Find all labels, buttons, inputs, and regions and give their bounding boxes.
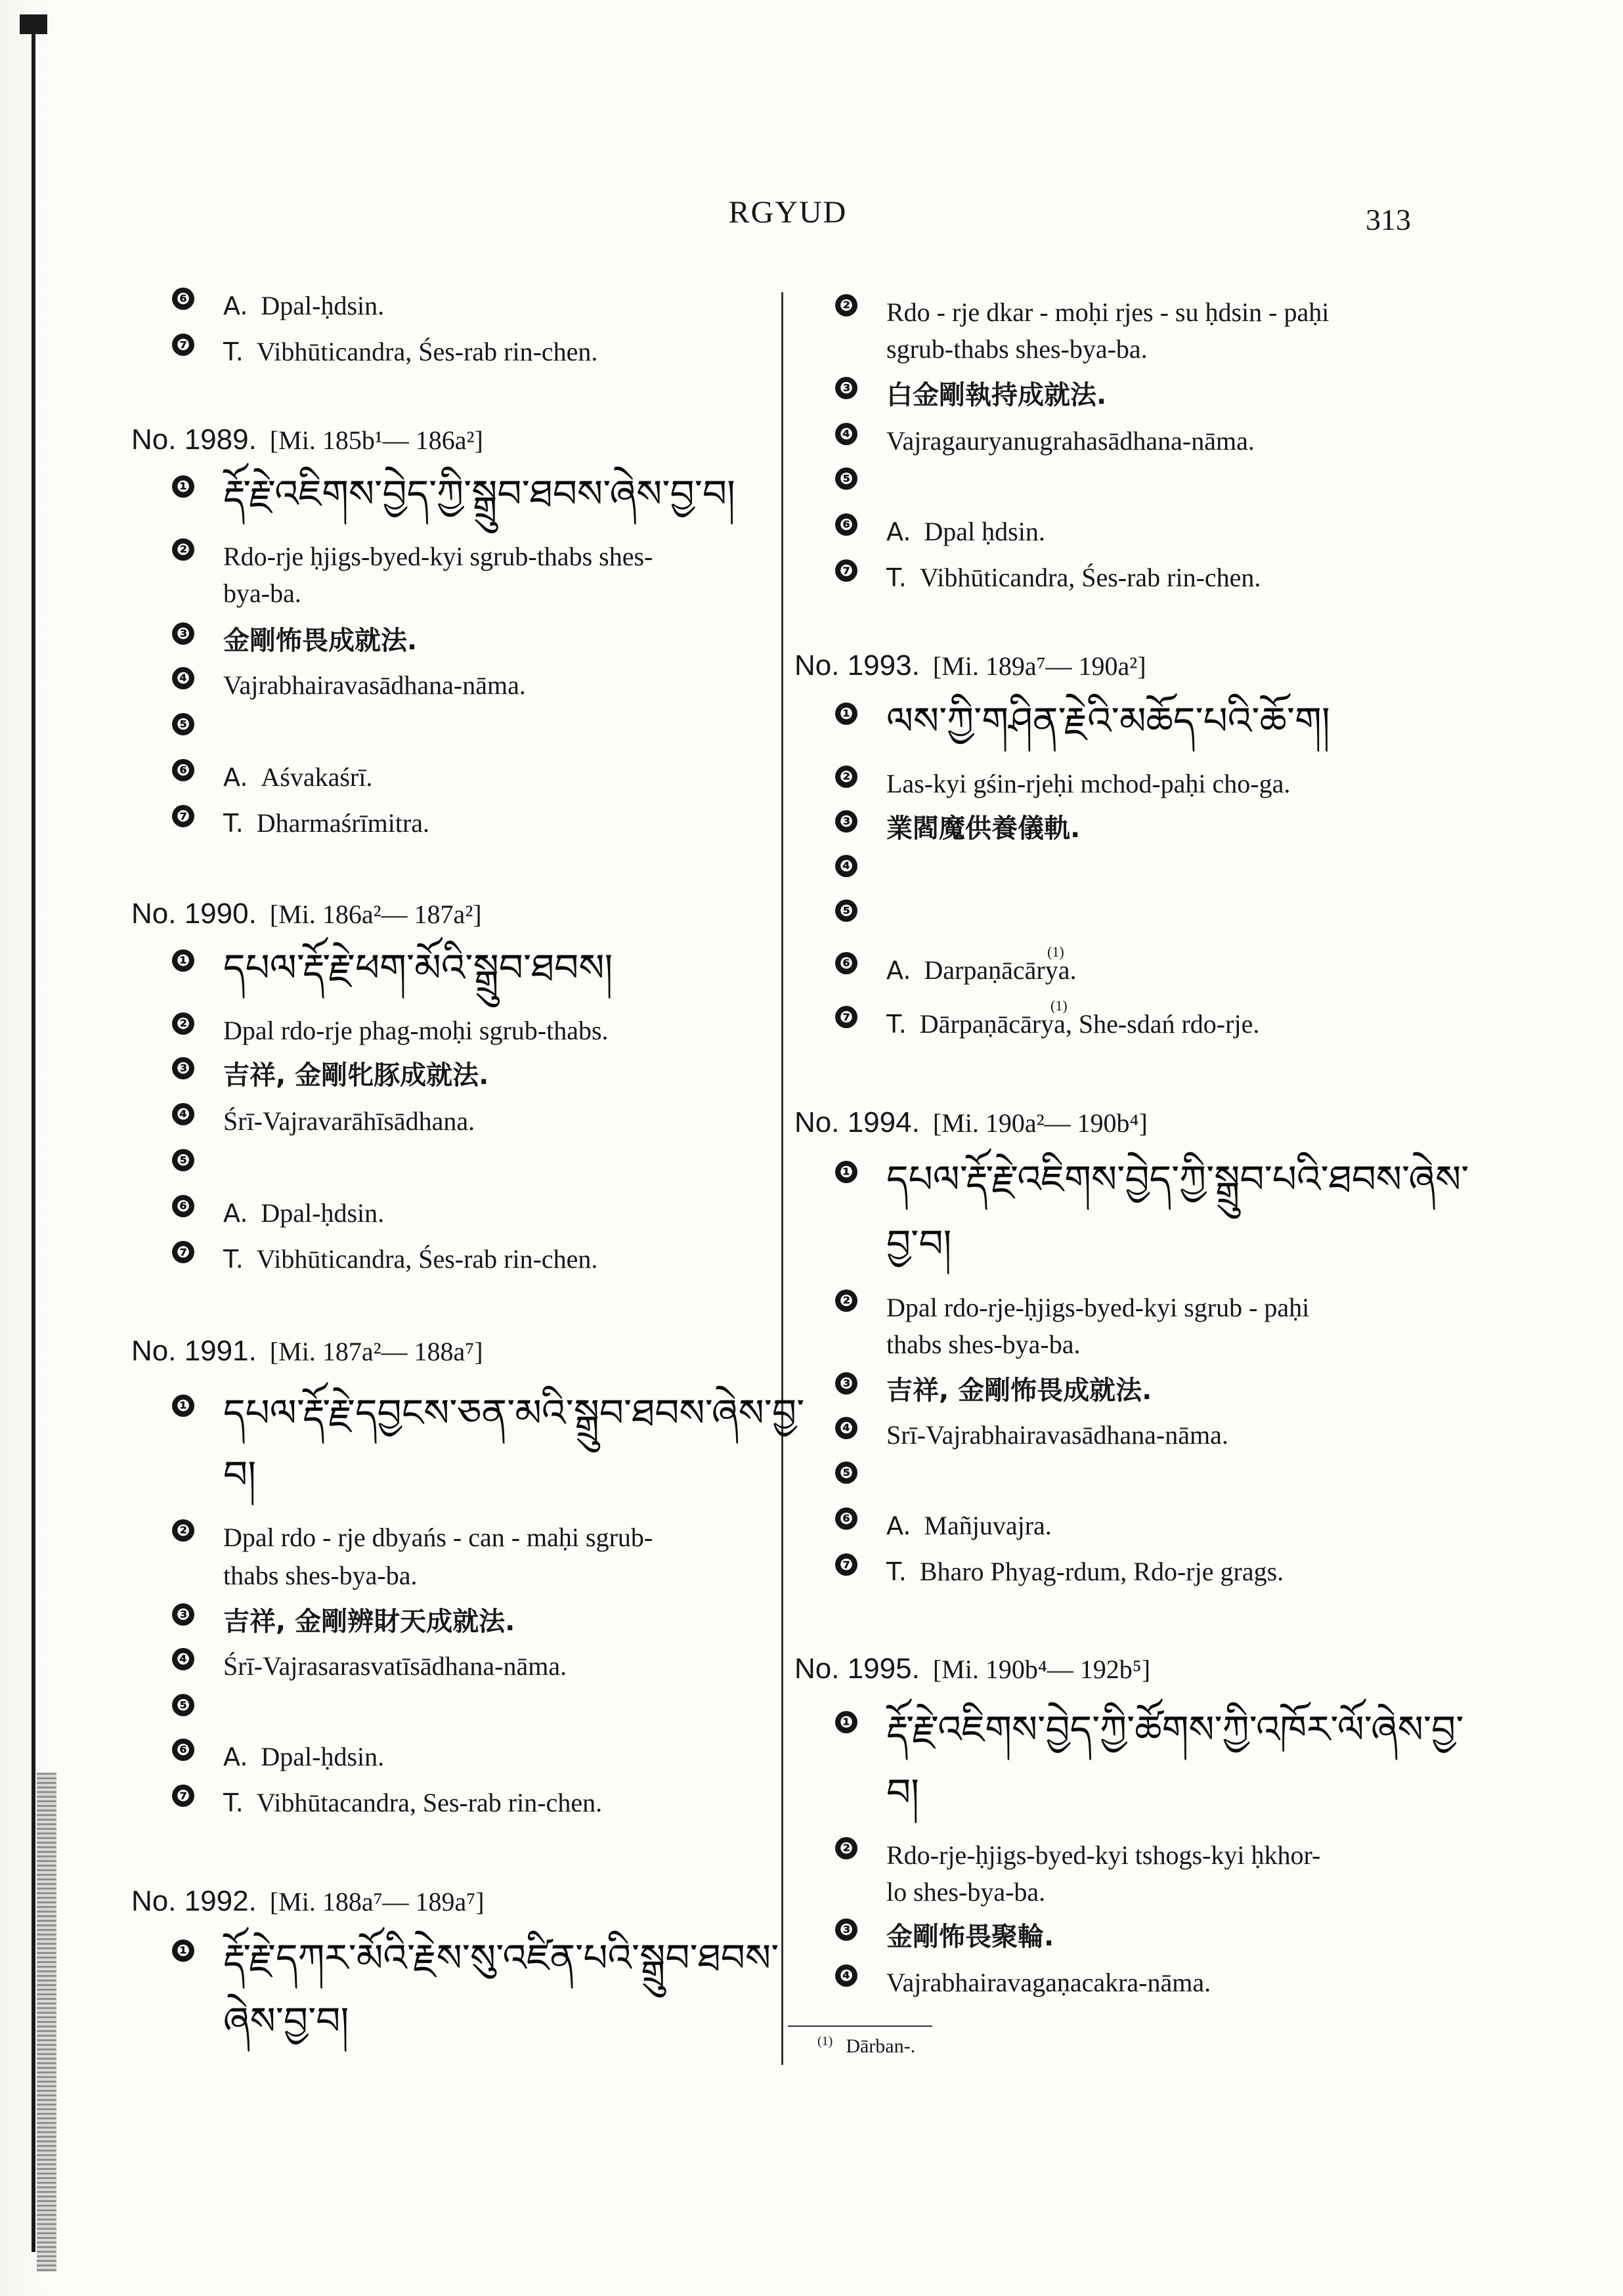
chinese-title: 金剛怖畏成就法. (223, 626, 418, 656)
footnote-marker: (1) (1050, 997, 1068, 1014)
tibetan-title: དཔལ་རྡོ་རྗེ་དབྱངས་ཅན་མའི་སྒྲུབ་ཐབས་ཞེས་བྱ་ (223, 1391, 805, 1435)
marker-3: ❸ (172, 622, 194, 645)
marker-6: ❻ (172, 1739, 194, 1761)
translator-name: Bharo Phyag-rdum, Rdo-rje grags. (919, 1557, 1284, 1586)
entry-heading-1989 (131, 423, 483, 457)
transliteration: Dpal rdo-rje-ḥjigs-byed-kyi sgrub - paḥi (886, 1293, 1310, 1322)
marker-6: ❻ (835, 952, 857, 974)
binding-line (32, 20, 35, 2252)
tibetan-title: དཔལ་རྡོ་རྗེ་ཕག་མོའི་སྒྲུབ་ཐབས། (223, 945, 613, 990)
entry-heading-1994 (794, 1106, 1148, 1140)
marker-7: ❼ (172, 805, 194, 827)
marker-7: ❼ (835, 1006, 857, 1028)
author-role: A. (223, 1743, 248, 1771)
entry-number: No. 1990. (131, 898, 257, 930)
entry-number: No. 1989. (131, 423, 257, 456)
translator-role: T. (886, 563, 907, 592)
marker-2: ❷ (835, 1837, 857, 1859)
marker-7: ❼ (172, 1241, 194, 1263)
footnote-mark: (1) (817, 2034, 833, 2048)
footnote (817, 2034, 915, 2058)
marker-4: ❹ (172, 667, 194, 689)
transliteration-cont: thabs shes-bya-ba. (886, 1330, 1081, 1359)
translator-role: T. (223, 809, 244, 838)
footnote-marker: (1) (1047, 943, 1064, 960)
entry-heading-1990 (131, 898, 482, 931)
translator-name: Vibhūticandra, Śes-rab rin-chen. (256, 1244, 598, 1274)
marker-3: ❸ (835, 377, 857, 399)
tibetan-title: ལས་ཀྱི་གཤིན་རྗེའི་མཆོད་པའི་ཆོ་ག། (886, 699, 1330, 743)
entry-number: No. 1994. (794, 1106, 920, 1138)
transliteration: Dpal rdo-rje phag-moḥi sgrub-thabs. (223, 1016, 609, 1045)
author-role: A. (223, 1199, 248, 1228)
author-name: Aśvakaśrī. (261, 762, 373, 792)
translator-name: Vibhūticandra, Śes-rab rin-chen. (256, 337, 598, 366)
sanskrit-title: Vajrabhairavagaṇacakra-nāma. (886, 1968, 1211, 1997)
marker-4: ❹ (172, 1103, 194, 1125)
transliteration: Dpal rdo - rje dbyańs - can - maḥi sgrub- (223, 1523, 653, 1552)
sanskrit-title: Srī-Vajrabhairavasādhana-nāma. (886, 1420, 1228, 1450)
chinese-title: 吉祥, 金剛牝豚成就法. (223, 1060, 489, 1091)
translator-name: Vibhūticandra, Śes-rab rin-chen. (919, 563, 1261, 592)
marker-5: ❺ (835, 899, 857, 922)
folio-reference: [Mi. 185b¹— 186a²] (269, 425, 483, 455)
marker-2: ❷ (835, 766, 857, 788)
marker-5: ❺ (172, 1694, 194, 1716)
translator-role: T. (223, 1788, 244, 1817)
entry-heading-1992 (131, 1885, 485, 1918)
binding-smudge (37, 1773, 56, 2272)
marker-2: ❷ (172, 1012, 194, 1035)
transliteration-cont: lo shes-bya-ba. (886, 1877, 1046, 1907)
tibetan-title-cont: ཞེས་བྱ་བ། (223, 1999, 349, 2043)
marker-2: ❷ (172, 1519, 194, 1542)
marker-4: ❹ (835, 1964, 857, 1987)
marker-7: ❼ (835, 559, 857, 582)
chinese-title: 金剛怖畏聚輪. (886, 1922, 1054, 1952)
translator-role: T. (223, 337, 244, 366)
entry-number: No. 1995. (794, 1653, 920, 1685)
marker-2: ❷ (835, 294, 857, 316)
marker-6: ❻ (835, 513, 857, 536)
author-role: A. (886, 1511, 911, 1540)
tibetan-title-cont: བྱ་བ། (886, 1221, 952, 1266)
page-number: 313 (1366, 203, 1411, 236)
author-name: Dpal-ḥdsin. (261, 1198, 385, 1228)
author-role: A. (886, 517, 911, 546)
author-role: A. (886, 956, 911, 985)
transliteration: Rdo - rje dkar - moḥi rjes - su ḥdsin - paḥi (886, 297, 1330, 327)
author-name: Dpal-ḥdsin. (261, 1742, 385, 1771)
transliteration-cont: thabs shes-bya-ba. (223, 1561, 418, 1590)
entry-number: No. 1992. (131, 1885, 257, 1917)
sanskrit-title: Vajrabhairavasādhana-nāma. (223, 670, 526, 700)
marker-4: ❹ (172, 1648, 194, 1670)
marker-1: ❶ (835, 1161, 857, 1183)
sanskrit-title: Vajragauryanugrahasādhana-nāma. (886, 426, 1255, 456)
tibetan-title: རྡོ་རྗེ་དཀར་མོའི་རྗེས་སུ་འཛིན་པའི་སྒྲུབ་ཐབས་ (223, 1936, 779, 1980)
marker-7: ❼ (172, 334, 194, 356)
entry-heading-1993 (794, 649, 1146, 683)
transliteration: Las-kyi gśin-rjeḥi mchod-paḥi cho-ga. (886, 769, 1291, 798)
column-divider (781, 292, 783, 2065)
chinese-title: 業閻魔供養儀軌. (886, 813, 1081, 844)
transliteration: Rdo-rje ḥjigs-byed-kyi sgrub-thabs shes- (223, 542, 653, 571)
marker-5: ❺ (835, 467, 857, 490)
author-name: Dpal-ḥdsin. (261, 291, 385, 320)
marker-5: ❺ (172, 713, 194, 735)
sanskrit-title: Śrī-Vajrasarasvatīsādhana-nāma. (223, 1651, 567, 1681)
translator-name: Dharmaśrīmitra. (256, 808, 430, 838)
translator-role: T. (886, 1557, 907, 1586)
tibetan-title-cont: བ། (223, 1452, 257, 1497)
translator-name: Vibhūtacandra, Ses-rab rin-chen. (256, 1788, 603, 1817)
marker-4: ❹ (835, 855, 857, 877)
chinese-title: 吉祥, 金剛辨財天成就法. (223, 1607, 515, 1637)
folio-reference: [Mi. 190a²— 190b⁴] (932, 1108, 1148, 1138)
marker-4: ❹ (835, 423, 857, 445)
entry-heading-1995 (794, 1653, 1150, 1686)
marker-4: ❹ (835, 1417, 857, 1439)
transliteration: Rdo-rje-ḥjigs-byed-kyi tshogs-kyi ḥkhor- (886, 1840, 1321, 1870)
marker-3: ❸ (835, 810, 857, 833)
marker-2: ❷ (172, 538, 194, 561)
marker-3: ❸ (172, 1057, 194, 1079)
author-name: Mañjuvajra. (924, 1511, 1052, 1540)
author-name: Darpaṇācārya. (924, 955, 1077, 985)
running-title: RGYUD (728, 195, 848, 230)
marker-3: ❸ (172, 1603, 194, 1626)
transliteration-cont: sgrub-thabs shes-bya-ba. (886, 334, 1148, 364)
marker-1: ❶ (835, 1711, 857, 1733)
entry-number: No. 1993. (794, 649, 920, 682)
marker-6: ❻ (835, 1507, 857, 1530)
tibetan-title: རྡོ་རྗེ་འཇིགས་བྱེད་ཀྱི་སྒྲུབ་ཐབས་ཞེས་བྱ་བ། (223, 471, 735, 516)
marker-5: ❺ (172, 1149, 194, 1171)
tibetan-title-cont: བ། (886, 1770, 920, 1815)
marker-5: ❺ (835, 1462, 857, 1484)
marker-1: ❶ (172, 475, 194, 498)
marker-1: ❶ (172, 1395, 194, 1417)
marker-7: ❼ (835, 1553, 857, 1576)
translator-role: T. (886, 1010, 907, 1039)
folio-reference: [Mi. 190b⁴— 192b⁵] (932, 1655, 1151, 1684)
tibetan-title: རྡོ་རྗེ་འཇིགས་བྱེད་ཀྱི་ཚོགས་ཀྱི་འཁོར་ལོ་ཞེས་བྱ་ (886, 1707, 1464, 1752)
author-role: A. (223, 763, 248, 792)
chinese-title: 白金剛執持成就法. (886, 380, 1107, 410)
translator-role: T. (223, 1245, 244, 1274)
marker-1: ❶ (172, 1939, 194, 1962)
marker-6: ❻ (172, 759, 194, 781)
marker-3: ❸ (835, 1918, 857, 1941)
marker-1: ❶ (172, 949, 194, 972)
entry-number: No. 1991. (131, 1335, 257, 1367)
translator-name: Dārpaṇācārya, She-sdań rdo-rje. (919, 1009, 1260, 1039)
folio-reference: [Mi. 186a²— 187a²] (269, 899, 482, 929)
folio-reference: [Mi. 188a⁷— 189a⁷] (269, 1887, 485, 1917)
marker-7: ❼ (172, 1785, 194, 1807)
transliteration-cont: bya-ba. (223, 578, 301, 608)
folio-reference: [Mi. 189a⁷— 190a²] (932, 651, 1146, 681)
chinese-title: 吉祥, 金剛怖畏成就法. (886, 1375, 1152, 1406)
marker-2: ❷ (835, 1289, 857, 1312)
entry-heading-1991 (131, 1335, 483, 1368)
marker-6: ❻ (172, 1195, 194, 1217)
footnote-text: Dārban-. (846, 2035, 916, 2057)
author-role: A. (223, 292, 248, 320)
folio-reference: [Mi. 187a²— 188a⁷] (269, 1337, 483, 1366)
author-name: Dpal ḥdsin. (924, 517, 1045, 546)
marker-3: ❸ (835, 1372, 857, 1395)
sanskrit-title: Śrī-Vajravarāhīsādhana. (223, 1106, 475, 1136)
footnote-rule (788, 2025, 932, 2027)
tibetan-title: དཔལ་རྡོ་རྗེ་འཇིགས་བྱེད་ཀྱི་སྒྲུབ་པའི་ཐབས་ཞེས་ (886, 1157, 1469, 1202)
marker-1: ❶ (835, 703, 857, 725)
marker-6: ❻ (172, 288, 194, 310)
